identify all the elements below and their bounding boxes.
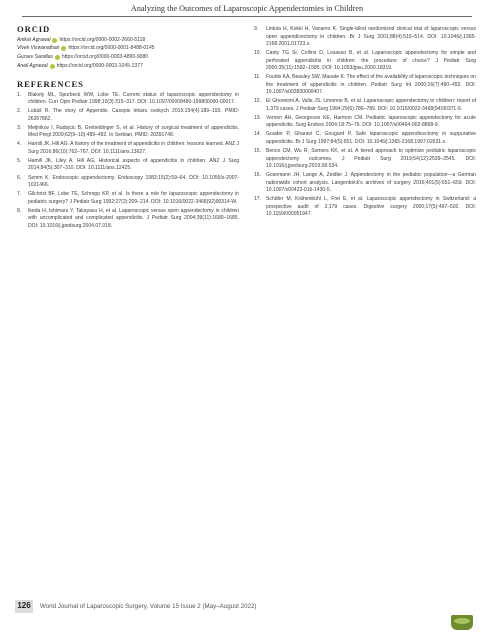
journal-citation: World Journal of Laparoscopic Surgery, Volume 15 Issue 2 (May–August 2022) [40,603,257,610]
reference-text: Lukáš R. The story of Appendix. Casopis lekaru ceskych 2015;154(4):189–193. PMID: 26357862. [28,108,239,122]
reference-item [17,175,239,190]
reference-item [17,92,239,107]
reference-item [17,208,239,231]
reference-number: 5. [17,157,22,164]
orcid-list [17,37,239,71]
reference-text: Foulds KA, Beasley SW, Maoate K. The effect of the availability of laparoscopic techniques on the treatment of appendicitis in children. Pediatr Surg Int 2000;16(7):490–492. DOI: 10.1007/s003830000407. [266,74,476,96]
reference-text: Hamill JK, Liley A, Hill AG. Historical aspects of appendicitis in children. ANZ J Surg 2014;84(5):307–310. DOI: 10.1111/ans.12425. [28,157,239,172]
reference-text: Benco CM, Wu R, Somers KK, et al. A tiered approach to optimize pediatric laparoscopic appendectomy outcomes. J Pediatr Surg 2019;54(12):2539–2545. DOI: 10.1016/j.jpedsurg.2019.08.034. [266,148,476,170]
references-heading: REFERENCES [17,79,84,90]
orcid-link[interactable]: https://orcid.org/0000-0003-4890-9080 [61,53,149,60]
orcid-link[interactable]: https://orcid.org/0000-0001-8488-0145 [68,45,155,52]
reference-item [17,125,239,140]
reference-text: Vernon AH, Georgeson KE, Harmon CM. Pediatric laparoscopic appendectomy for acute appendicitis. Surg Endosc 2004;18:75–79. DOI: 10.1007/s00464-002-8868-9. [266,114,476,129]
reference-number: 7. [17,191,22,198]
reference-number: 3. [17,124,22,131]
author-name: Aniket Agrawal [17,36,51,43]
orcid-entry [17,37,239,45]
reference-item [254,172,476,195]
reference-text: Lintula H, Kokki H, Vanamo K. Single-blind randomized clinical trial of laparoscopic versus open appendicectomy in children. Br J Surg 2001;88(4):510–514. DOI: 10.1046/j.1365-2168.2001.01723.x. [266,26,476,47]
reference-text: Gosemann JH, Lange A, Zeidler J. Appendectomy in the pediatric population—a German nationwide cohort analysis. Langenbeck's archives of surgery 2016;401(5):651–659. DOI: 10.1007/s00423-016-1430-5. [266,172,476,194]
reference-number: 9. [254,26,259,32]
orcid-icon [61,46,66,51]
reference-number: 4. [17,141,22,148]
reference-text: Meljnikov I, Radojcic B, Grebeldinger S, et al. History of surgical treatment of appendicitis. Med Pregl 2009;62(9–10):489–492. In Serbian. PMID: 20391748. [28,124,239,139]
reference-number: 14. [254,131,262,138]
orcid-entry [17,54,239,62]
reference-text: Semm K. Endoscopic appendectomy. Endoscopy 1983;15(2):59–64. DOI: 10.1055/s-2007-1021466. [28,174,239,189]
author-name: Gursev Sandlas [17,53,53,60]
reference-number: 11. [254,74,261,81]
reference-number: 15. [254,148,262,155]
reference-text: Ikeda H, Ishimaru Y, Takayasu H, et al. Laparoscopic versus open appendectomy in children with uncomplicated and complicated appendicitis. J Pediatr Surg 2004;39(11):1680–1685. DOI: 10.1016/j.jpedsurg.2004.07.018. [28,207,239,229]
left-column [17,26,239,232]
orcid-entry [17,45,239,53]
reference-item [254,115,476,130]
orcid-heading: ORCID [17,24,51,34]
orcid-link[interactable]: https://orcid.org/0000-0003-1045-1377 [56,62,143,69]
reference-item [254,50,476,73]
reference-number: 12. [254,98,262,105]
author-name: Vivek Viswanathan [17,45,60,52]
reference-text: Canty TG Sr, Collins D, Losasso B, et al. Laparoscopic appendectomy for simple and perforated appendicitis in children: the procedure of choice? J Pediatr Surg 2000;35(11):1582–1585. DOI: 10.1053/jpsu.2000.18319. [266,50,476,72]
reference-item [17,158,239,173]
reference-item [254,131,476,146]
reference-item [17,141,239,156]
orcid-icon [52,38,57,43]
reference-number: 6. [17,174,22,181]
orcid-icon [50,64,55,69]
header-rule [22,16,472,17]
reference-number: 2. [17,108,22,115]
reference-text: Hamill JK, Hill AG. A history of the treatment of appendicitis in children: lessons learned. ANZ J Surg 2016;86(10):762–767. DOI: 10.1111/ans.13627. [28,141,239,155]
orcid-link[interactable]: https://orcid.org/0000-0002-2660-5118 [59,36,146,43]
reference-number: 10. [254,50,262,57]
reference-item [254,74,476,97]
running-title: Analyzing the Outcomes of Laparoscopic Appendectomies in Children [130,4,364,13]
reference-item [254,196,476,219]
reference-item [254,98,476,113]
orcid-entry [17,63,239,71]
reference-number: 13. [254,114,262,121]
reference-text: El Ghoneimi A, Valla JS, Limonne B, et al. Laparoscopic appendectomy in children: report of 1,379 cases. J Pediatr Surg 1994;29(6):786–789. DOI: 10.1016/0022-3468(94)90371-9. [266,98,476,112]
reference-text: Blakely ML, Spurbeck WW, Lobe TE. Current status of laparoscopic appendectomy in children. Curr Opin Pediatr 1998;10(3):315–317. DOI: 10.1097/00008480-199806000-00017. [28,91,239,106]
reference-text: Schäfer M, Krähenbühl L, Frei E, et al. Laparoscopic appendectomy in Switzerland: a prospective audit of 2,179 cases. Digestive surgery 2000;17(5):497–502. DOI: 10.1159/000051947. [266,196,476,218]
publisher-logo [451,615,473,630]
author-name: Anail Agrawal [17,62,48,69]
reference-number: 17. [254,196,262,203]
reference-item [254,26,476,49]
orcid-icon [55,55,60,60]
reference-item [17,191,239,206]
reference-number: 16. [254,172,262,179]
reference-text: Gilchrist BF, Lobe TE, Schropp KP, et al. Is there a role for laparoscopic appendectomy in pediatric surgery? J Pediatr Surg 1992;27(2):209–214. DOI: 10.1016/0022-3468(92)90314-W. [28,191,239,205]
reference-text: Gouder P, Gharavi C, Gougard P. Safe laparoscopic appendicectomy in suppurative appendicitis. Br J Surg 1997;84(5):651. DOI: 10.1046/j.1365-2168.1997.02631.x. [266,131,476,145]
right-column [254,26,476,220]
page-number: 126 [17,601,31,610]
reference-number: 1. [17,91,22,98]
reference-item [17,108,239,123]
reference-number: 8. [17,207,22,214]
reference-item [254,148,476,171]
